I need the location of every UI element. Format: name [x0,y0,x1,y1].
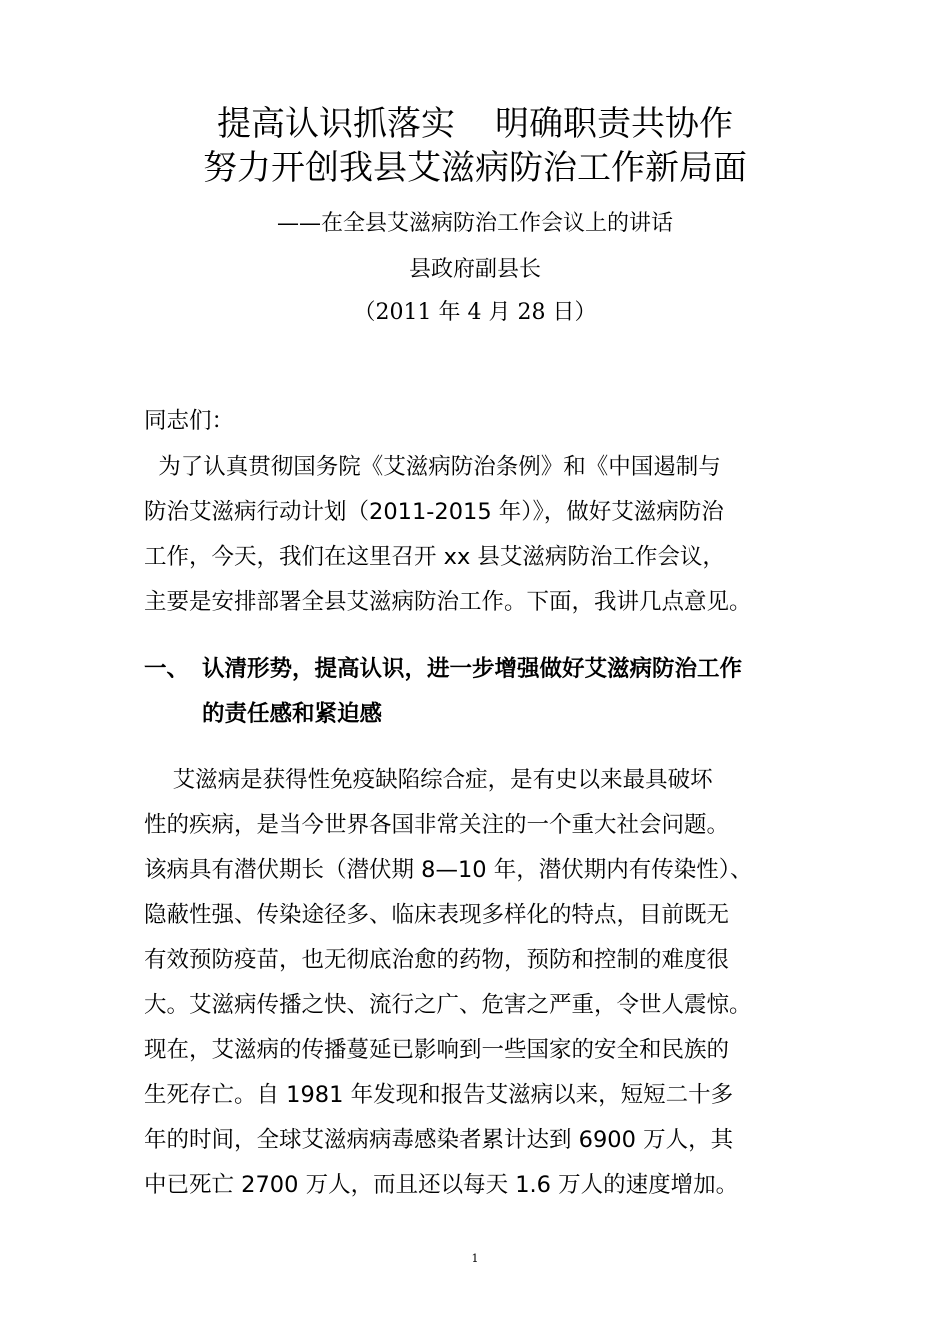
body-line: 中已死亡 2700 万人，而且还以每天 1.6 万人的速度增加。 [144,1172,739,1198]
body-line: 艾滋病是获得性免疫缺陷综合症，是有史以来最具破坏 [144,767,713,793]
section-heading-line: 认清形势，提高认识，进一步增强做好艾滋病防治工作 [202,656,743,682]
page-number: 1 [471,1252,479,1265]
intro-line: 主要是安排部署全县艾滋病防治工作。下面，我讲几点意见。 [144,589,752,615]
title-part-1: 提高认识抓落实 [217,104,455,144]
speech-date: （2011 年 4 月 28 日） [353,300,597,325]
body-line: 有效预防疫苗，也无彻底治愈的药物，预防和控制的难度很 [144,947,730,973]
intro-line: 防治艾滋病行动计划（2011-2015 年）》，做好艾滋病防治 [144,499,724,525]
section-number: 一、 [144,656,190,682]
body-line: 生死存亡。自 1981 年发现和报告艾滋病以来，短短二十多 [144,1082,734,1108]
speaker: 县政府副县长 [408,257,541,282]
intro-line: 为了认真贯彻国务院《艾滋病防治条例》和《中国遏制与 [144,454,721,480]
title-line-2: 努力开创我县艾滋病防治工作新局面 [203,148,747,188]
title-line-1 [0,102,950,146]
section-heading-line: 的责任感和紧迫感 [202,701,383,727]
body-line: 隐蔽性强、传染途径多、临床表现多样化的特点，目前既无 [144,902,730,928]
body-line: 该病具有潜伏期长（潜伏期 8—10 年，潜伏期内有传染性）、 [144,857,753,883]
body-line: 年的时间，全球艾滋病病毒感染者累计达到 6900 万人，其 [144,1127,734,1153]
salutation: 同志们： [144,408,235,434]
body-line: 大。艾滋病传播之快、流行之广、危害之严重，令世人震惊。 [144,992,752,1018]
subtitle: ——在全县艾滋病防治工作会议上的讲话 [276,211,673,236]
title-part-2: 明确职责共协作 [495,104,733,144]
body-line: 现在，艾滋病的传播蔓延已影响到一些国家的安全和民族的 [144,1037,730,1063]
body-line: 性的疾病，是当今世界各国非常关注的一个重大社会问题。 [144,812,730,838]
intro-line: 工作，今天，我们在这里召开 xx 县艾滋病防治工作会议， [144,544,725,570]
